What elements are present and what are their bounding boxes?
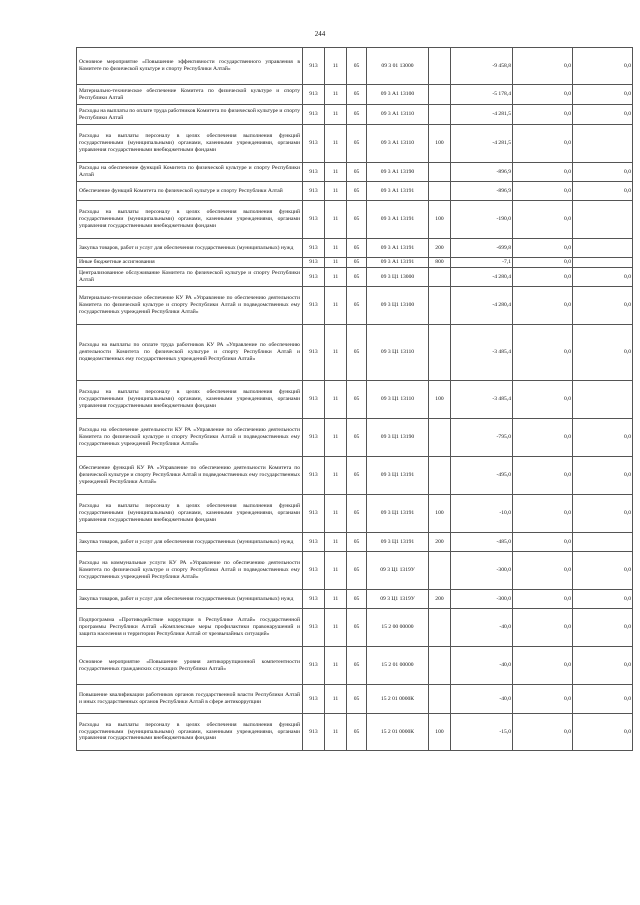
ministry-code: 913	[303, 609, 325, 647]
amount-cell-3: 0,0	[573, 325, 633, 381]
target-code: 15 2 00 00000	[367, 609, 429, 647]
expense-type-code: 200	[429, 239, 451, 258]
section-code: 11	[325, 239, 347, 258]
expense-type-code: 100	[429, 381, 451, 419]
section-code: 11	[325, 590, 347, 609]
amount-cell-3: 0,0	[573, 685, 633, 714]
amount-cell-2: 0,0	[513, 533, 573, 552]
amount-cell-3	[573, 381, 633, 419]
ministry-code: 913	[303, 48, 325, 85]
section-code: 11	[325, 685, 347, 714]
amount-cell-2: 0,0	[513, 182, 573, 201]
section-code: 11	[325, 268, 347, 287]
ministry-code: 913	[303, 714, 325, 751]
subsection-code: 05	[347, 381, 367, 419]
table-row	[77, 239, 633, 258]
target-code: 09 3 Ц1 13110	[367, 381, 429, 419]
target-code: 09 3 А1 13191	[367, 182, 429, 201]
expense-type-code	[429, 647, 451, 685]
section-code: 11	[325, 287, 347, 325]
target-code: 09 3 А1 13190	[367, 163, 429, 182]
table-row	[77, 201, 633, 239]
section-code: 11	[325, 552, 347, 590]
section-code: 11	[325, 85, 347, 105]
expense-type-code	[429, 457, 451, 495]
section-code: 11	[325, 258, 347, 268]
subsection-code: 05	[347, 268, 367, 287]
section-code: 11	[325, 647, 347, 685]
row-description: Централизованное обслуживание Комитета по физической культуре и спорту Республики Алтай	[77, 268, 303, 287]
expense-type-code	[429, 325, 451, 381]
expense-type-code: 100	[429, 495, 451, 533]
amount-cell: -485,0	[451, 533, 513, 552]
amount-cell: -4 280,4	[451, 268, 513, 287]
subsection-code: 05	[347, 287, 367, 325]
subsection-code: 05	[347, 590, 367, 609]
amount-cell: -5 178,4	[451, 85, 513, 105]
expense-type-code	[429, 419, 451, 457]
row-description: Расходы на выплаты по оплате труда работников Комитета по физической культуре и спорту Республики Алтай	[77, 105, 303, 125]
amount-cell-2: 0,0	[513, 325, 573, 381]
target-code: 09 3 Ц1 13100	[367, 287, 429, 325]
amount-cell: -495,0	[451, 457, 513, 495]
amount-cell-3: 0,0	[573, 105, 633, 125]
row-description: Подпрограмма «Противодействие коррупции в Республике Алтай» государственной программы Республики Алтай «Комплексные меры профилактики правонарушений и защита населения и территории Республики Алтай от чрезвычайных ситуаций»	[77, 609, 303, 647]
ministry-code: 913	[303, 325, 325, 381]
row-description: Повышение квалификации работников органов государственной власти Республики Алтай и иных государственных органов Республики Алтай в сфере антикоррупции	[77, 685, 303, 714]
row-description: Расходы на выплаты по оплате труда работников КУ РА «Управление по обеспечению деятельности Комитета по физической культуре и спорту Республики Алтай и подведомственных ему государственных учреждений Республики Алтай»	[77, 325, 303, 381]
target-code: 09 3 Ц1 13191	[367, 495, 429, 533]
expense-type-code	[429, 48, 451, 85]
row-description: Расходы на выплаты персоналу в целях обеспечения выполнения функций государственными (муниципальными) органами, казенными учреждениями, органами управления государственными внебюджетными фондами	[77, 125, 303, 163]
expense-type-code	[429, 182, 451, 201]
expense-type-code: 200	[429, 590, 451, 609]
amount-cell-2: 0,0	[513, 685, 573, 714]
table-row	[77, 182, 633, 201]
ministry-code: 913	[303, 239, 325, 258]
table-row	[77, 590, 633, 609]
row-description: Основное мероприятие «Повышение эффективности государственного управления в Комитете по физической культуре и спорту Республики Алтай»	[77, 48, 303, 85]
target-code: 09 3 А1 13191	[367, 201, 429, 239]
table-row	[77, 381, 633, 419]
ministry-code: 913	[303, 268, 325, 287]
ministry-code: 913	[303, 457, 325, 495]
target-code: 09 3 А1 13100	[367, 85, 429, 105]
ministry-code: 913	[303, 258, 325, 268]
subsection-code: 05	[347, 48, 367, 85]
amount-cell: -190,0	[451, 201, 513, 239]
target-code: 09 3 Ц1 1319У	[367, 590, 429, 609]
amount-cell-3	[573, 533, 633, 552]
expense-type-code	[429, 105, 451, 125]
subsection-code: 05	[347, 85, 367, 105]
ministry-code: 913	[303, 182, 325, 201]
ministry-code: 913	[303, 201, 325, 239]
ministry-code: 913	[303, 419, 325, 457]
row-description: Закупка товаров, работ и услуг для обеспечения государственных (муниципальных) нужд	[77, 590, 303, 609]
amount-cell-2: 0,0	[513, 457, 573, 495]
amount-cell-3: 0,0	[573, 552, 633, 590]
target-code: 09 3 А1 13110	[367, 125, 429, 163]
amount-cell-3: 0,0	[573, 268, 633, 287]
amount-cell-3: 0,0	[573, 48, 633, 85]
table-row	[77, 287, 633, 325]
section-code: 11	[325, 163, 347, 182]
table-row	[77, 495, 633, 533]
subsection-code: 05	[347, 552, 367, 590]
subsection-code: 05	[347, 495, 367, 533]
target-code: 09 3 А1 13191	[367, 239, 429, 258]
amount-cell: -699,8	[451, 239, 513, 258]
table-row	[77, 552, 633, 590]
amount-cell-2: 0,0	[513, 105, 573, 125]
row-description: Расходы на коммунальные услуги КУ РА «Управление по обеспечению деятельности Комитета по физической культуре и спорту Республики Алтай и подведомственных ему государственных учреждений Республики Алтай»	[77, 552, 303, 590]
table-row	[77, 105, 633, 125]
section-code: 11	[325, 714, 347, 751]
amount-cell-3: 0,0	[573, 287, 633, 325]
subsection-code: 05	[347, 163, 367, 182]
subsection-code: 05	[347, 201, 367, 239]
amount-cell-3: 0,0	[573, 609, 633, 647]
table-row	[77, 714, 633, 751]
amount-cell-3: 0,0	[573, 182, 633, 201]
amount-cell-2: 0,0	[513, 495, 573, 533]
table-row	[77, 533, 633, 552]
section-code: 11	[325, 609, 347, 647]
target-code: 09 3 А1 13110	[367, 105, 429, 125]
ministry-code: 913	[303, 85, 325, 105]
amount-cell: -300,0	[451, 552, 513, 590]
amount-cell-2: 0,0	[513, 647, 573, 685]
table-row	[77, 48, 633, 85]
ministry-code: 913	[303, 287, 325, 325]
amount-cell-3: 0,0	[573, 495, 633, 533]
amount-cell-2: 0,0	[513, 609, 573, 647]
section-code: 11	[325, 325, 347, 381]
target-code: 15 2 01 00000	[367, 647, 429, 685]
table-row	[77, 419, 633, 457]
target-code: 09 3 Ц1 13190	[367, 419, 429, 457]
expense-type-code: 100	[429, 125, 451, 163]
row-description: Расходы на обеспечение деятельности КУ РА «Управление по обеспечению деятельности Комитета по физической культуре и спорту Республики Алтай и подведомственных ему государственных учреждений Республики Алтай»	[77, 419, 303, 457]
amount-cell-2: 0,0	[513, 125, 573, 163]
subsection-code: 05	[347, 239, 367, 258]
ministry-code: 913	[303, 163, 325, 182]
subsection-code: 05	[347, 714, 367, 751]
expense-type-code	[429, 609, 451, 647]
subsection-code: 05	[347, 325, 367, 381]
amount-cell-2: 0,0	[513, 287, 573, 325]
expense-type-code	[429, 268, 451, 287]
ministry-code: 913	[303, 533, 325, 552]
amount-cell: -4 281,5	[451, 125, 513, 163]
amount-cell-3: 0,0	[573, 590, 633, 609]
ministry-code: 913	[303, 685, 325, 714]
amount-cell-2: 0,0	[513, 201, 573, 239]
expense-type-code	[429, 552, 451, 590]
subsection-code: 05	[347, 533, 367, 552]
amount-cell-3: 0,0	[573, 163, 633, 182]
amount-cell-2: 0,0	[513, 85, 573, 105]
amount-cell-3	[573, 201, 633, 239]
amount-cell-2: 0,0	[513, 714, 573, 751]
amount-cell: -795,0	[451, 419, 513, 457]
section-code: 11	[325, 457, 347, 495]
table-row	[77, 325, 633, 381]
row-description: Расходы на выплаты персоналу в целях обеспечения выполнения функций государственными (муниципальными) органами, казенными учреждениями, органами управления государственными внебюджетными фондами	[77, 381, 303, 419]
section-code: 11	[325, 105, 347, 125]
subsection-code: 05	[347, 609, 367, 647]
amount-cell-2: 0,0	[513, 552, 573, 590]
expense-type-code	[429, 163, 451, 182]
amount-cell: -40,0	[451, 647, 513, 685]
subsection-code: 05	[347, 105, 367, 125]
amount-cell: -300,0	[451, 590, 513, 609]
section-code: 11	[325, 48, 347, 85]
amount-cell: -896,9	[451, 182, 513, 201]
subsection-code: 05	[347, 125, 367, 163]
subsection-code: 05	[347, 258, 367, 268]
subsection-code: 05	[347, 685, 367, 714]
amount-cell-2: 0,0	[513, 48, 573, 85]
expense-type-code: 100	[429, 201, 451, 239]
amount-cell-2: 0,0	[513, 163, 573, 182]
subsection-code: 05	[347, 647, 367, 685]
table-row	[77, 163, 633, 182]
row-description: Материально-техническое обеспечение Комитета по физической культуре и спорту Республики Алтай	[77, 85, 303, 105]
section-code: 11	[325, 533, 347, 552]
table-row	[77, 85, 633, 105]
row-description: Основное мероприятие «Повышение уровня антикоррупционной компетентности государственных гражданских служащих Республики Алтай»	[77, 647, 303, 685]
amount-cell-2: 0,0	[513, 419, 573, 457]
table-row	[77, 457, 633, 495]
amount-cell-3	[573, 239, 633, 258]
amount-cell: -9 458,8	[451, 48, 513, 85]
subsection-code: 05	[347, 457, 367, 495]
ministry-code: 913	[303, 381, 325, 419]
target-code: 15 2 01 0000К	[367, 714, 429, 751]
subsection-code: 05	[347, 419, 367, 457]
section-code: 11	[325, 381, 347, 419]
amount-cell-3: 0,0	[573, 457, 633, 495]
amount-cell: -40,0	[451, 685, 513, 714]
amount-cell: -4 280,4	[451, 287, 513, 325]
ministry-code: 913	[303, 125, 325, 163]
amount-cell-3	[573, 258, 633, 268]
row-description: Расходы на обеспечение функций Комитета по физической культуре и спорту Республики Алтай	[77, 163, 303, 182]
amount-cell: -3 485,4	[451, 325, 513, 381]
target-code: 09 3 Ц1 13110	[367, 325, 429, 381]
amount-cell-2: 0,0	[513, 381, 573, 419]
expense-type-code: 100	[429, 714, 451, 751]
page-number: 244	[314, 30, 326, 38]
target-code: 09 3 Ц1 13000	[367, 268, 429, 287]
row-description: Расходы на выплаты персоналу в целях обеспечения выполнения функций государственными (муниципальными) органами, казенными учреждениями, органами управления государственными внебюджетными фондами	[77, 201, 303, 239]
amount-cell: -10,0	[451, 495, 513, 533]
row-description: Расходы на выплаты персоналу в целях обеспечения выполнения функций государственными (муниципальными) органами, казенными учреждениями, органами управления государственными внебюджетными фондами	[77, 495, 303, 533]
target-code: 09 3 А1 13191	[367, 258, 429, 268]
row-description: Материально-техническое обеспечение КУ РА «Управление по обеспечению деятельности Комитета по физической культуре и спорту Республики Алтай и подведомственных ему государственных учреждений Республики Алтай»	[77, 287, 303, 325]
row-description: Иные бюджетные ассигнования	[77, 258, 303, 268]
target-code: 09 3 Ц1 13191	[367, 533, 429, 552]
amount-cell-2: 0,0	[513, 590, 573, 609]
target-code: 09 3 01 13000	[367, 48, 429, 85]
amount-cell-3	[573, 125, 633, 163]
section-code: 11	[325, 201, 347, 239]
expense-type-code: 800	[429, 258, 451, 268]
table-row	[77, 685, 633, 714]
row-description: Расходы на выплаты персоналу в целях обеспечения выполнения функций государственными (муниципальными) органами, казенными учреждениями, органами управления государственными внебюджетными фондами	[77, 714, 303, 751]
subsection-code: 05	[347, 182, 367, 201]
amount-cell-3: 0,0	[573, 85, 633, 105]
section-code: 11	[325, 495, 347, 533]
expense-type-code	[429, 287, 451, 325]
target-code: 09 3 Ц1 1319У	[367, 552, 429, 590]
ministry-code: 913	[303, 105, 325, 125]
row-description: Закупка товаров, работ и услуг для обеспечения государственных (муниципальных) нужд	[77, 533, 303, 552]
table-row	[77, 125, 633, 163]
expense-type-code: 200	[429, 533, 451, 552]
amount-cell: -3 485,4	[451, 381, 513, 419]
expense-type-code	[429, 85, 451, 105]
budget-table	[76, 47, 633, 751]
amount-cell-3: 0,0	[573, 647, 633, 685]
amount-cell: -896,9	[451, 163, 513, 182]
expense-type-code	[429, 685, 451, 714]
amount-cell-2: 0,0	[513, 268, 573, 287]
amount-cell-3: 0,0	[573, 714, 633, 751]
table-row	[77, 647, 633, 685]
target-code: 09 3 Ц1 13191	[367, 457, 429, 495]
ministry-code: 913	[303, 495, 325, 533]
amount-cell: -40,0	[451, 609, 513, 647]
section-code: 11	[325, 182, 347, 201]
row-description: Закупка товаров, работ и услуг для обеспечения государственных (муниципальных) нужд	[77, 239, 303, 258]
ministry-code: 913	[303, 647, 325, 685]
amount-cell: -15,0	[451, 714, 513, 751]
amount-cell-2: 0,0	[513, 258, 573, 268]
row-description: Обеспечение функций КУ РА «Управление по обеспечению деятельности Комитета по физической культуре и спорту Республики Алтай и подведомственных ему государственных учреждений Республики Алтай»	[77, 457, 303, 495]
amount-cell: -7,1	[451, 258, 513, 268]
amount-cell-2: 0,0	[513, 239, 573, 258]
table-row	[77, 258, 633, 268]
section-code: 11	[325, 125, 347, 163]
amount-cell: -4 281,5	[451, 105, 513, 125]
ministry-code: 913	[303, 552, 325, 590]
table-row	[77, 609, 633, 647]
section-code: 11	[325, 419, 347, 457]
table-row	[77, 268, 633, 287]
amount-cell-3: 0,0	[573, 419, 633, 457]
ministry-code: 913	[303, 590, 325, 609]
row-description: Обеспечение функций Комитета по физической культуре и спорту Республики Алтай	[77, 182, 303, 201]
target-code: 15 2 01 0000К	[367, 685, 429, 714]
